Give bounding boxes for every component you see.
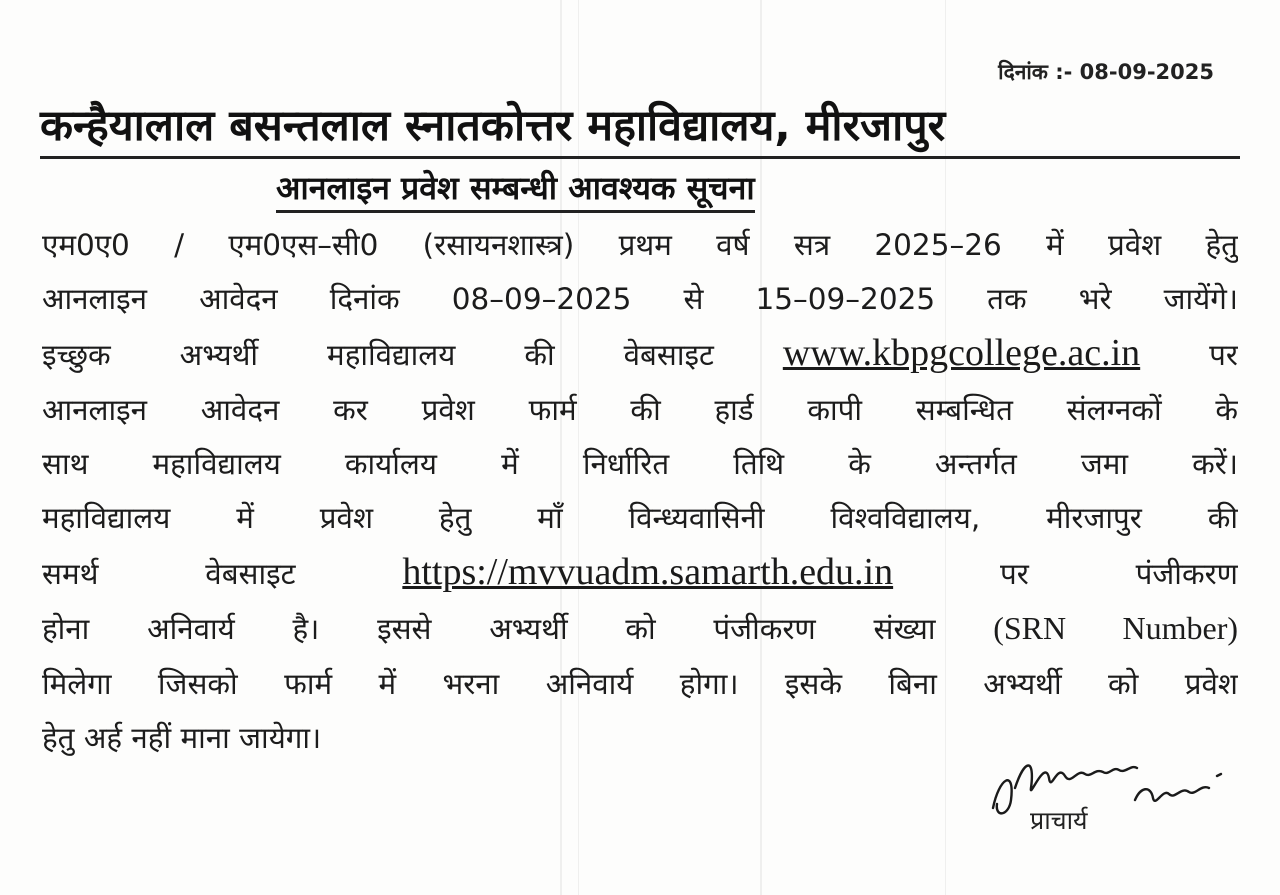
body-line: साथ महाविद्यालय कार्यालय में निर्धारित तिथि के अन्तर्गत जमा करें। (42, 446, 1238, 481)
body-line (42, 545, 1238, 601)
body-text-segment: समर्थ वेबसाइट (42, 557, 403, 592)
college-name: कन्हैयालाल बसन्तलाल स्नातकोत्तर महाविद्यालय, मीरजापुर (40, 96, 1240, 159)
samarth-portal-link[interactable]: https://mvvuadm.samarth.edu.in (402, 551, 894, 594)
body-line: आनलाइन आवेदन कर प्रवेश फार्म की हार्ड कापी सम्बन्धित संलग्नकों के (42, 392, 1238, 427)
body-text-segment: पर पंजीकरण (893, 557, 1238, 592)
body-line (42, 326, 1238, 382)
notice-body (42, 218, 1238, 765)
principal-signature (985, 738, 1245, 838)
body-line: महाविद्यालय में प्रवेश हेतु माँ विन्ध्यवासिनी विश्वविद्यालय, मीरजापुर की (42, 501, 1238, 536)
body-line (42, 601, 1238, 656)
principal-label: प्राचार्य (1030, 806, 1088, 835)
body-text-segment: इच्छुक अभ्यर्थी महाविद्यालय की वेबसाइट (42, 338, 783, 373)
srn-number-text: (SRN Number) (993, 610, 1238, 647)
body-text-segment: होना अनिवार्य है। इससे अभ्यर्थी को पंजीकरण संख्या (42, 612, 994, 647)
body-text-segment: पर (1140, 338, 1238, 373)
body-line: आनलाइन आवेदन दिनांक 08–09–2025 से 15–09–2025 तक भरे जायेंगे। (42, 282, 1238, 317)
body-line: एम0ए0 / एम0एस–सी0 (रसायनशास्त्र) प्रथम वर्ष सत्र 2025–26 में प्रवेश हेतु (42, 228, 1238, 262)
signature-icon (985, 738, 1245, 838)
college-website-link[interactable]: www.kbpgcollege.ac.in (782, 332, 1141, 375)
notice-date: दिनांक :- 08-09-2025 (998, 60, 1214, 84)
body-line: मिलेगा जिसको फार्म में भरना अनिवार्य होगा। इसके बिना अभ्यर्थी को प्रवेश (42, 666, 1238, 701)
notice-heading: आनलाइन प्रवेश सम्बन्धी आवश्यक सूचना (276, 166, 755, 213)
body-line: हेतु अर्ह नहीं माना जायेगा। (42, 720, 322, 755)
